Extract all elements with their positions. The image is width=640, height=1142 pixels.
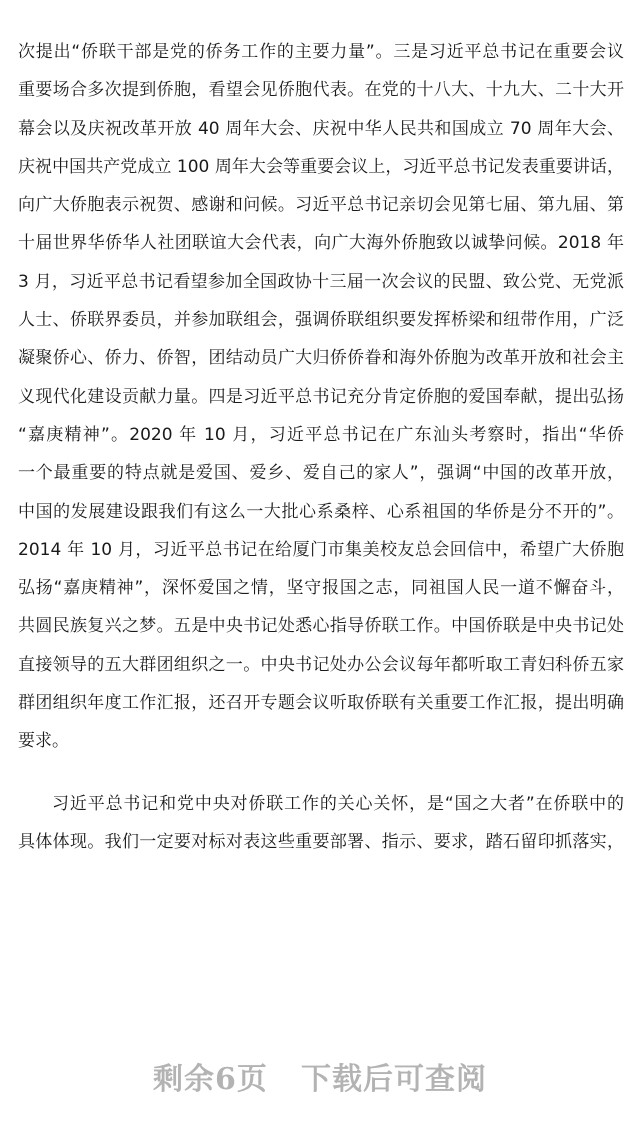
paragraph-1	[18, 33, 624, 761]
text-line: 2014 年 10 月，习近平总书记在给厦门市集美校友总会回信中，希望广大侨胞	[18, 539, 624, 560]
text-line: 次提出“侨联干部是党的侨务工作的主要力量”。三是习近平总书记在重要会议	[18, 42, 624, 62]
document-body	[18, 33, 624, 861]
text-line: 一个最重要的特点就是爱国、爱乡、爱自己的家人”，强调“中国的改革开放，	[18, 463, 624, 484]
text-line: 习近平总书记和党中央对侨联工作的关心关怀，是“国之大者”在侨联中的	[52, 793, 624, 814]
text-line: 群团组织年度工作汇报，还召开专题会议听取侨联有关重要工作汇报，提出明确	[18, 693, 624, 714]
text-line: 幕会以及庆祝改革开放 40 周年大会、庆祝中华人民共和国成立 70 周年大会、	[18, 118, 624, 139]
download-banner[interactable]	[0, 1040, 640, 1120]
paragraph-2	[18, 785, 624, 862]
text-line: “嘉庚精神”。2020 年 10 月，习近平总书记在广东汕头考察时，指出“华侨	[18, 424, 624, 445]
text-line: 人士、侨联界委员，并参加联组会，强调侨联组织要发挥桥梁和纽带作用，广泛	[18, 310, 624, 331]
text-line: 中国的发展建设跟我们有这么一大批心系桑梓、心系祖国的华侨是分不开的”。	[18, 501, 624, 522]
text-line: 凝聚侨心、侨力、侨智，团结动员广大归侨侨眷和海外侨胞为改革开放和社会主	[18, 348, 624, 369]
download-prompt-label[interactable]: 下载后可查阅	[300, 1062, 487, 1097]
text-line: 义现代化建设贡献力量。四是习近平总书记充分肯定侨胞的爱国奉献，提出弘扬	[18, 386, 624, 407]
text-line: 3 月，习近平总书记看望参加全国政协十三届一次会议的民盟、致公党、无党派	[18, 271, 624, 292]
text-line: 庆祝中国共产党成立 100 周年大会等重要会议上，习近平总书记发表重要讲话，	[18, 156, 624, 177]
text-line: 要求。	[18, 731, 69, 752]
paragraph-spacer	[18, 761, 624, 785]
text-line: 弘扬“嘉庚精神”，深怀爱国之情，坚守报国之志，同祖国人民一道不懈奋斗，	[18, 578, 624, 599]
text-line: 向广大侨胞表示祝贺、感谢和问候。习近平总书记亲切会见第七届、第九届、第	[18, 195, 624, 216]
text-line: 直接领导的五大群团组织之一。中央书记处办公会议每年都听取工青妇科侨五家	[18, 654, 624, 675]
text-line: 共圆民族复兴之梦。五是中央书记处悉心指导侨联工作。中国侨联是中央书记处	[18, 616, 624, 637]
text-line: 重要场合多次提到侨胞，看望会见侨胞代表。在党的十八大、十九大、二十大开	[18, 80, 624, 101]
remaining-pages-label: 剩余6页	[153, 1062, 268, 1097]
text-line: 十届世界华侨华人社团联谊大会代表，向广大海外侨胞致以诚挚问候。2018 年	[18, 233, 624, 254]
text-line: 具体体现。我们一定要对标对表这些重要部署、指示、要求，踏石留印抓落实，	[18, 831, 624, 852]
